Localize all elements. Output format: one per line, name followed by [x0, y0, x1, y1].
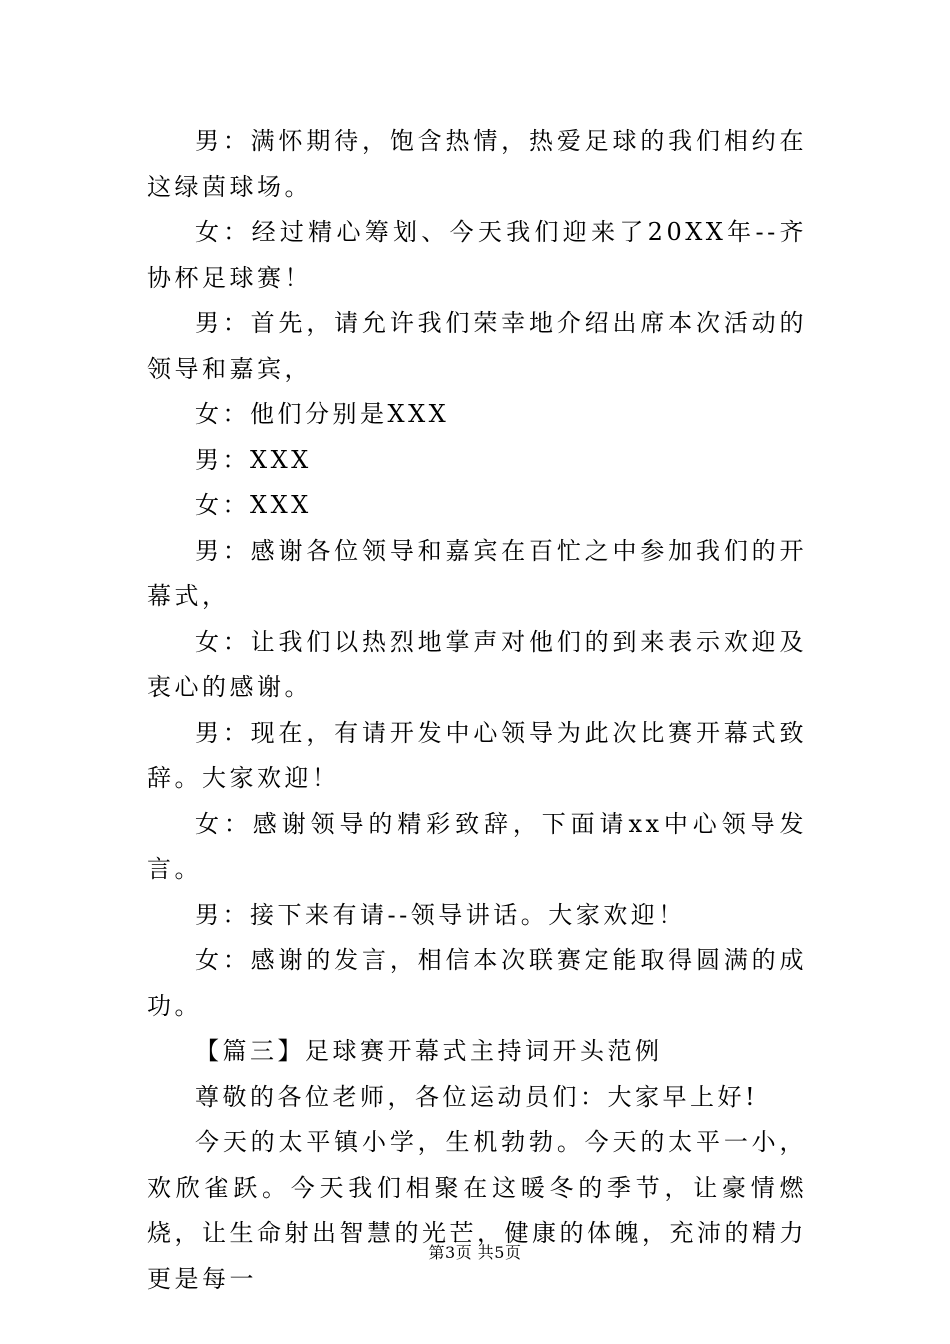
paragraph: 男：接下来有请--领导讲话。大家欢迎！	[195, 900, 686, 929]
paragraph: 女：他们分别是XXX	[195, 400, 450, 428]
paragraph: 男：XXX	[195, 445, 312, 474]
document-body	[147, 119, 807, 1302]
paragraph: 女：感谢领导的精彩致辞，下面请xx中心领导发言。	[147, 809, 807, 883]
paragraph: 尊敬的各位老师，各位运动员们：大家早上好!	[195, 1082, 759, 1111]
paragraph: 男：首先，请允许我们荣幸地介绍出席本次活动的领导和嘉宾，	[147, 309, 807, 383]
paragraph: 男：现在，有请开发中心领导为此次比赛开幕式致辞。大家欢迎！	[147, 718, 807, 792]
page-number-label: 第3页 共5页	[428, 1243, 522, 1262]
paragraph: 女：经过精心筹划、今天我们迎来了20XX年--齐协杯足球赛！	[147, 218, 807, 292]
page-footer	[0, 1242, 950, 1264]
paragraph: 男：感谢各位领导和嘉宾在百忙之中参加我们的开幕式，	[147, 536, 807, 610]
paragraph: 今天的太平镇小学，生机勃勃。今天的太平一小，欢欣雀跃。今天我们相聚在这暖冬的季节，让豪情燃烧，让生命射出智慧的光芒，健康的体魄，充沛的精力更是每一	[147, 1128, 807, 1293]
section-heading: 【篇三】足球赛开幕式主持词开头范例	[195, 1037, 663, 1065]
paragraph: 女：感谢的发言，相信本次联赛定能取得圆满的成功。	[147, 946, 807, 1020]
paragraph: 男：满怀期待，饱含热情，热爱足球的我们相约在这绿茵球场。	[147, 127, 807, 201]
paragraph: 女：让我们以热烈地掌声对他们的到来表示欢迎及衷心的感谢。	[147, 627, 807, 701]
paragraph: 女：XXX	[195, 491, 312, 519]
